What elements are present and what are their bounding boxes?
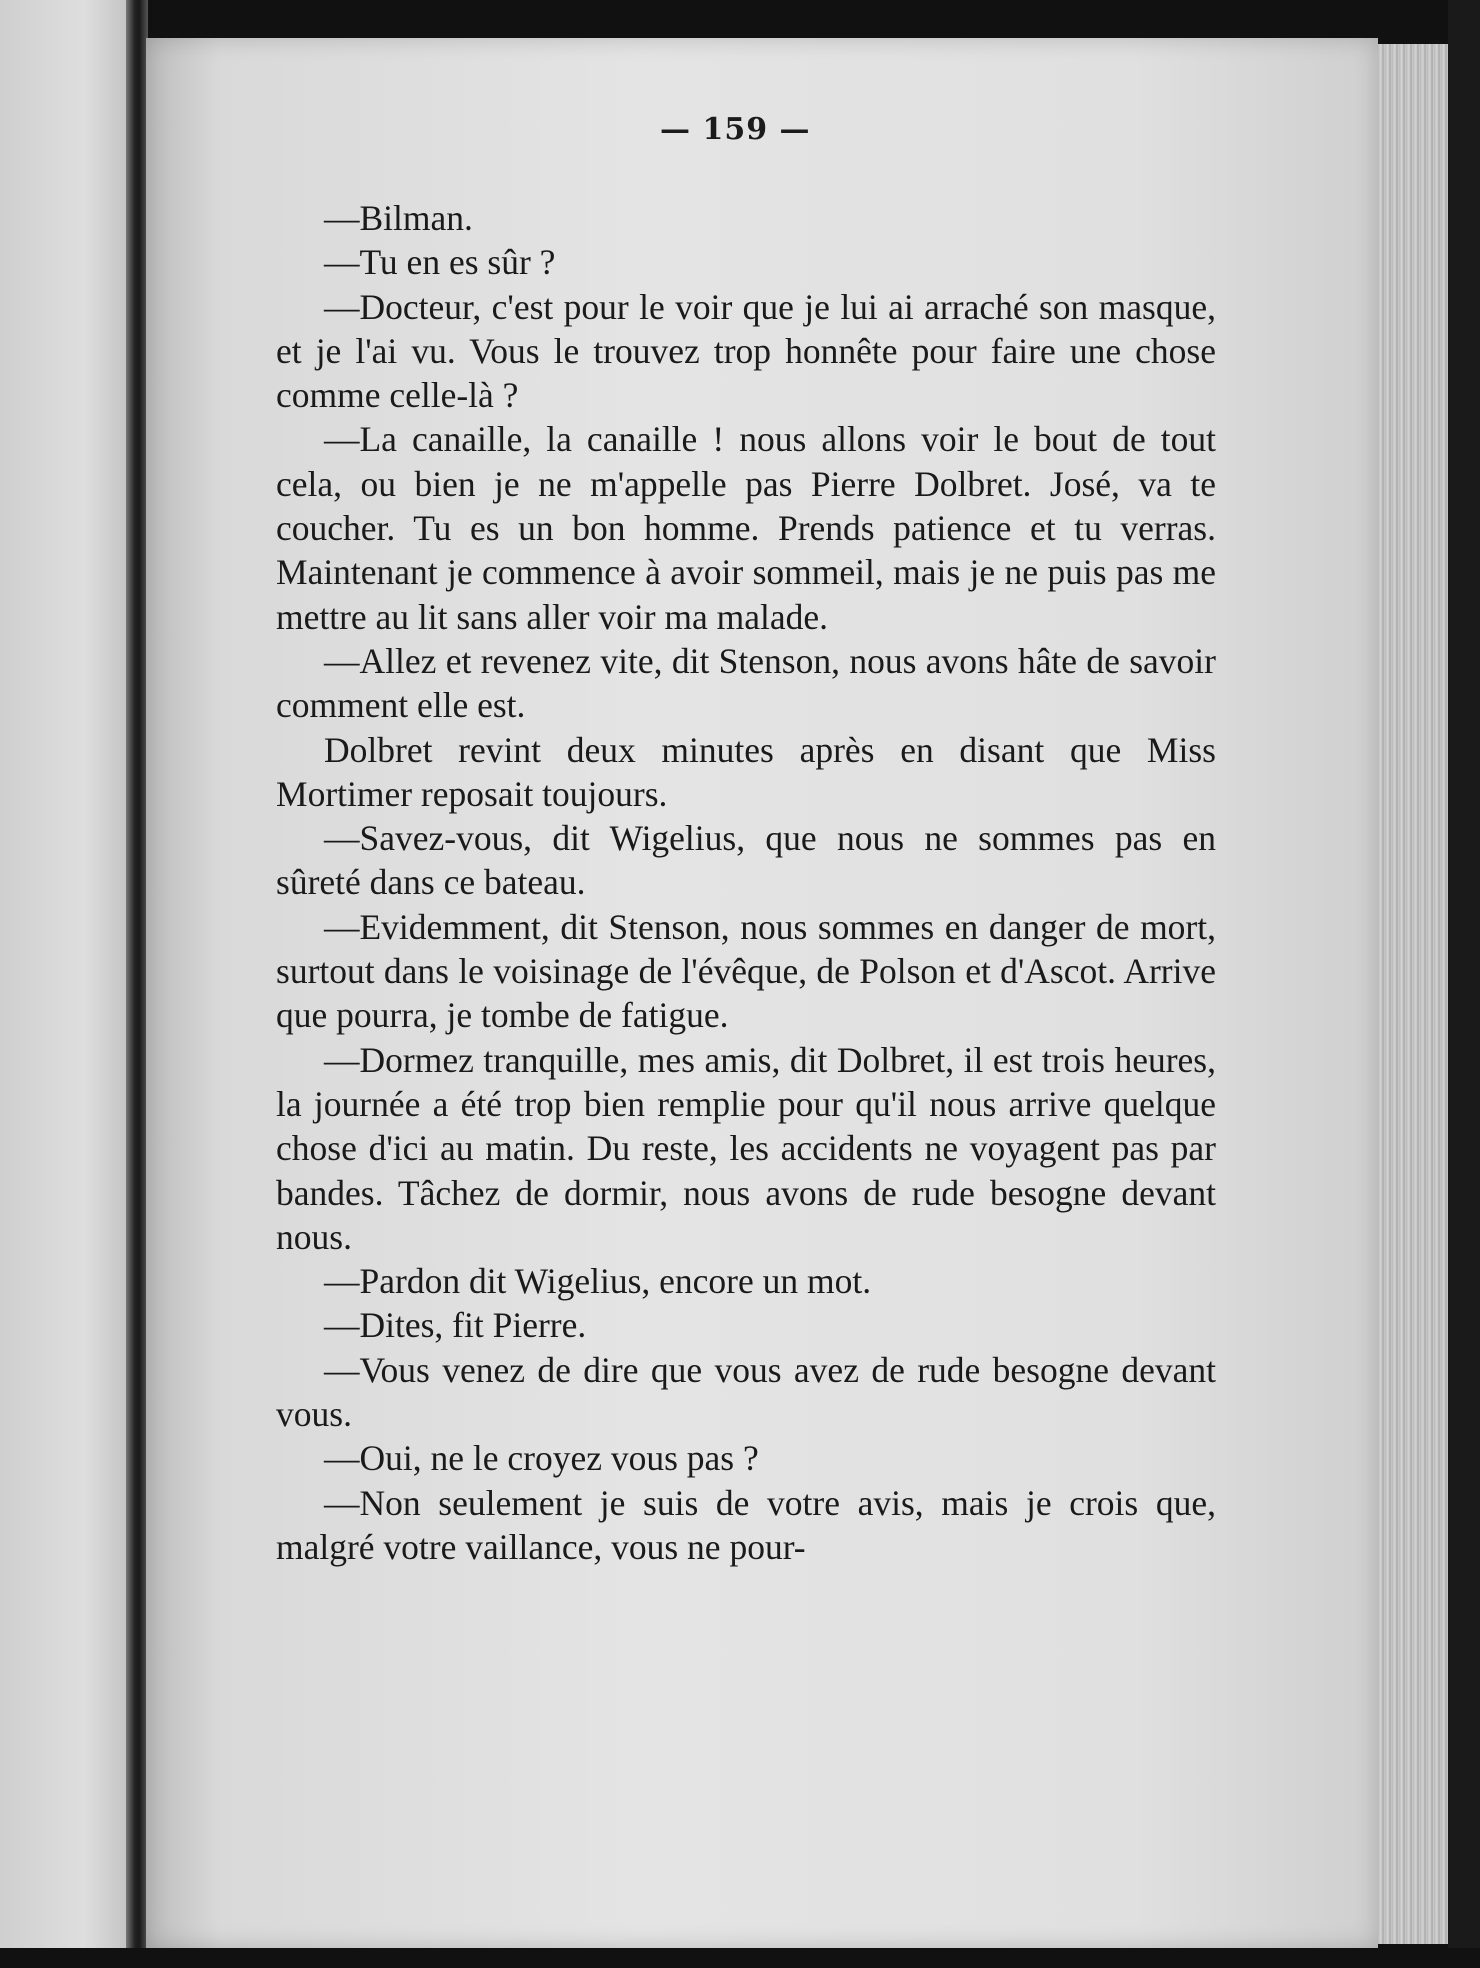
paragraph: —Allez et revenez vite, dit Stenson, nous avons hâte de savoir comment elle est. [276, 640, 1216, 726]
paragraph: —Bilman. [324, 198, 473, 238]
paragraph: —Vous venez de dire que vous avez de rude besogne devant vous. [276, 1349, 1216, 1435]
paragraph: —Dormez tranquille, mes amis, dit Dolbret, il est trois heures, la journée a été trop bien remplie pour qu'il nous arrive quelque chose d'ici au matin. Du reste, les accidents ne voyagent pas par bandes. Tâchez de dormir, nous avons de rude besogne devant nous. [276, 1039, 1216, 1257]
scan-border-bottom [0, 1948, 1480, 1968]
paragraph: —Evidemment, dit Stenson, nous sommes en danger de mort, surtout dans le voisinage de l'évêque, de Polson et d'Ascot. Arrive que pourra, je tombe de fatigue. [276, 906, 1216, 1036]
paragraph: —La canaille, la canaille ! nous allons voir le bout de tout cela, ou bien je ne m'appelle pas Pierre Dolbret. José, va te coucher. Tu es un bon homme. Prends patience et tu verras. Maintenant je commence à avoir sommeil, mais je ne puis pas me mettre au lit sans aller voir ma malade. [276, 419, 1216, 637]
book-spine-shadow [126, 0, 148, 1968]
paragraph: —Pardon dit Wigelius, encore un mot. [324, 1261, 872, 1302]
page-stack-edge [1378, 44, 1448, 1944]
page-number: — 159 — [660, 112, 811, 147]
left-page-edge [0, 0, 140, 1968]
paragraph: —Savez-vous, dit Wigelius, que nous ne sommes pas en sûreté dans ce bateau. [276, 818, 1216, 903]
paragraph: —Oui, ne le croyez vous pas ? [324, 1438, 759, 1479]
paragraph: Dolbret revint deux minutes après en disant que Miss Mortimer reposait toujours. [276, 729, 1216, 814]
scan-border-right [1448, 0, 1480, 1968]
page-text [276, 196, 1216, 1569]
paragraph: —Tu en es sûr ? [324, 242, 556, 283]
paragraph: —Docteur, c'est pour le voir que je lui ai arraché son masque, et je l'ai vu. Vous le trouvez trop honnête pour faire une chose comme celle-là ? [276, 286, 1216, 416]
paragraph: —Dites, fit Pierre. [324, 1305, 587, 1346]
paragraph: —Non seulement je suis de votre avis, mais je crois que, malgré votre vaillance, vous ne pour- [276, 1482, 1216, 1567]
